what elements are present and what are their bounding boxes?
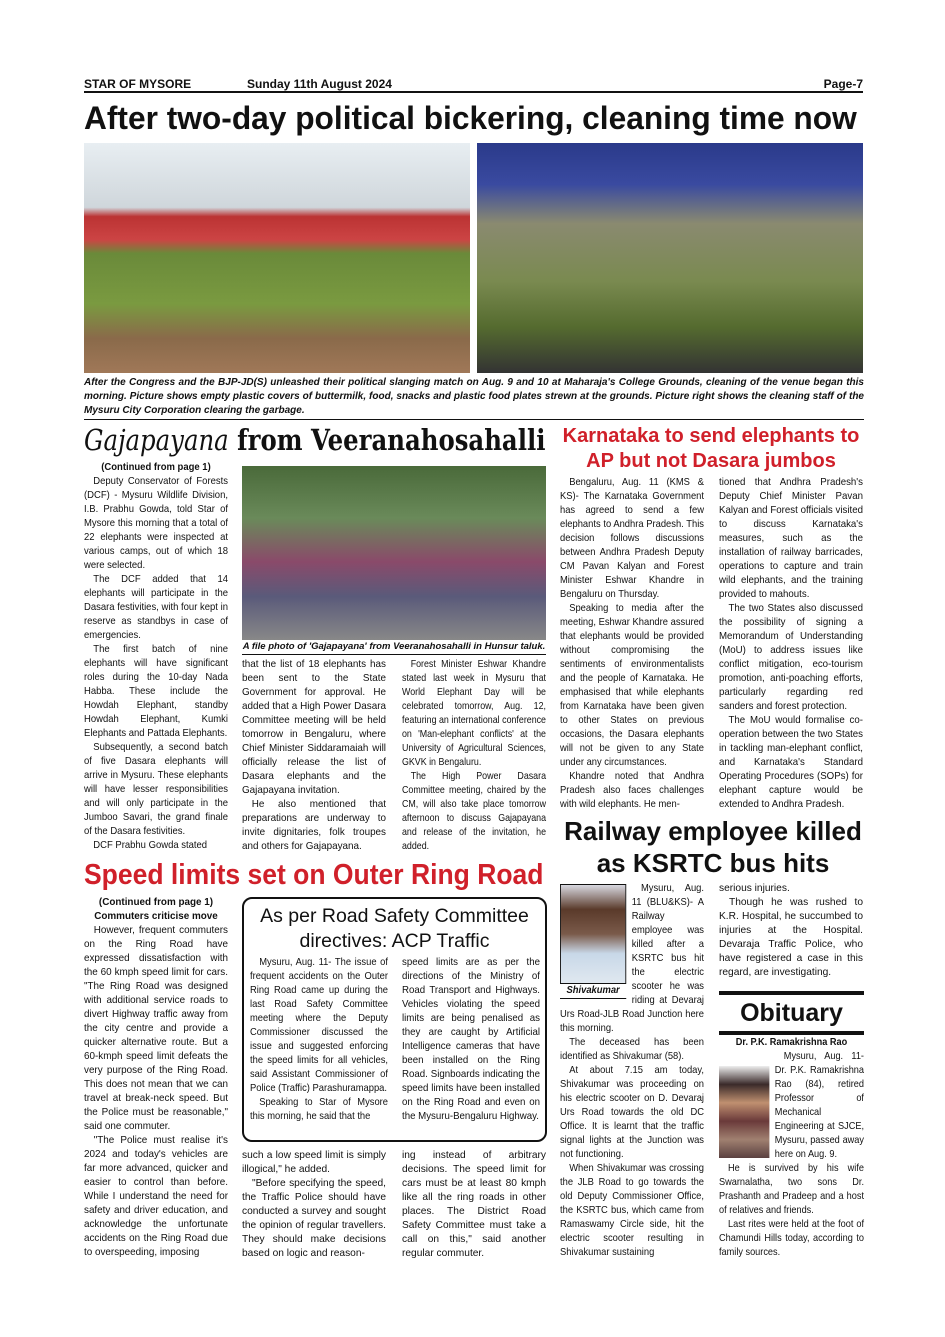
- issue-date: Sunday 11th August 2024: [247, 77, 392, 91]
- acp-box-title: As per Road Safety Committee directives: ACP Traffic: [260, 905, 529, 952]
- acp-col-1: [250, 956, 388, 1124]
- shivakumar-photo-caption: Shivakumar: [560, 984, 626, 999]
- paragraph: Mysuru, Aug. 11- Dr. P.K. Ramakrishna Rao (84), retired Professor of Mechanical Engineering at SJCE, Mysuru, passed away here on Aug. 9.: [774, 1051, 864, 1160]
- paragraphs: [402, 658, 546, 854]
- paragraphs: [84, 475, 228, 853]
- lead-caption: After the Congress and the BJP-JD(S) unleashed their political slanging match on Aug. 9 and 10 at Maharaja's College Grounds, cleaning of the venue began this morning. Picture shows empty plastic covers of buttermilk, food, snacks and plastic food plates strewn at the grounds. Picture right shows the cleaning staff of the Mysuru City Corporation clearing the garbage.: [84, 376, 864, 420]
- paragraphs: [250, 956, 388, 1124]
- lead-headline: After two-day political bickering, cleaning time now: [84, 100, 857, 136]
- obituary-photo: [719, 1066, 769, 1158]
- paragraph: He also mentioned that preparations are underway to invite dignitaries, folk troupes and others for Gajapayana.: [242, 799, 386, 852]
- karnataka-headline: Karnataka to send elephants to AP but not Dasara jumbos: [562, 425, 860, 472]
- paragraph: Forest Minister Eshwar Khandre stated last week in Mysuru that World Elephant Day will be celebrated tomorrow, Aug. 12, featuring an international conference on 'Man-elephant conflicts' at the University of Agricultural Sciences, GKVK in Bengaluru.: [402, 659, 546, 768]
- paragraph: Speaking to media after the meeting, Eshwar Khandre assured that elephants would be provided without compromising the sentiments of environmentalists and the people of Karnataka. He emphasised that while elephants from Karnataka have been given to other States on previous occasions, the Dasara elephants will not be given to any State under any circumstances.: [560, 603, 704, 768]
- paragraphs: [402, 956, 540, 1124]
- acp-col-2: [402, 956, 540, 1124]
- page-number: Page-7: [823, 77, 863, 91]
- paragraph: At about 7.15 am today, Shivakumar was proceeding on his electric scooter on D. Devaraj Urs Road towards the old DC Office. It is learnt that the traffic signal lights at the Junction was not functioning.: [560, 1065, 704, 1160]
- continued-note: (Continued from page 1): [98, 897, 214, 908]
- continued-note: (Continued from page 1): [101, 462, 211, 473]
- paragraph: Speaking to Star of Mysore this morning, he said that the: [250, 1097, 388, 1122]
- railway-headline: Railway employee killed as KSRTC bus hits: [564, 816, 862, 878]
- paragraphs: [719, 882, 863, 980]
- gajapayana-col-1: [84, 461, 228, 853]
- paragraphs: [84, 924, 228, 1260]
- paragraph: tioned that Andhra Pradesh's Deputy Chief Minister Pavan Kalyan and Forest officials visited to discuss Karnataka's measures, such as the installation of railway barricades, operations to capture and train wild elephants, and the training provided to mahouts.: [719, 477, 863, 600]
- speed-col-2: [242, 1149, 386, 1261]
- gajapayana-col-2: [242, 658, 386, 854]
- paragraph: serious injuries.: [719, 883, 790, 894]
- paper-name: STAR OF MYSORE: [84, 77, 192, 91]
- paragraph: ing instead of arbitrary decisions. The speed limit for cars must be at least 80 kmph like all the ring roads in other places. The District Road Safety Committee must take a call on this," said another regular commuter.: [402, 1150, 546, 1259]
- paragraph: Khandre noted that Andhra Pradesh also faces challenges with wild elephants. He men-: [560, 771, 704, 810]
- railway-col-1: [560, 882, 704, 1260]
- paragraph: speed limits are as per the directions of the Ministry of Road Transport and Highways. Vehicles violating the speed limits are being penalised as they are caught by Artificial Intelligence cameras that have been installed on the Ring Road. Signboards indicating the speed limits have been installed on the Ring Road and even on the Mysuru-Bengaluru Highway.: [402, 957, 540, 1122]
- paragraph: that the list of 18 elephants has been sent to the State Government for approval. He added that a High Power Dasara Committee meeting will be held tomorrow in Bengaluru, where Chief Minister Siddaramaiah will officially release the list of Dasara elephants and the Gajapayana invitation.: [242, 659, 386, 796]
- paragraph: When Shivakumar was crossing the JLB Road to go towards the old Deputy Commissioner Office, the KSRTC bus, which came from Ramaswamy Circle side, hit the electric scooter resulting in Shivakumar sustaining: [560, 1163, 704, 1258]
- obituary-body: [719, 1036, 864, 1260]
- paragraph: However, frequent commuters on the Ring Road have expressed dissatisfaction with the 60 kmph speed limit for cars. "The Ring Road was designed with additional service roads to divert Highway traffic away from the city centre and provide a quicker alternative route. But a 60-kmph speed limit defeats the very purpose of the Ring Road. This does not mean that we can travel at break-neck speed. But the Police must be reasonable," said one commuter.: [84, 925, 228, 1132]
- paragraph: He is survived by his wife Swarnalatha, two sons Dr. Prashanth and Pradeep and a host of relatives and friends.: [719, 1163, 864, 1216]
- shivakumar-photo: [560, 884, 626, 984]
- paragraph: Though he was rushed to K.R. Hospital, he succumbed to injuries at the Hospital. Devaraja Traffic Police, who have registered a case in this regard, are investigating.: [719, 897, 863, 978]
- paragraph: such a low speed limit is simply illogical," he added.: [242, 1150, 386, 1175]
- obituary-title: Obituary: [719, 991, 864, 1035]
- paragraph: Bengaluru, Aug. 11 (KMS & KS)- The Karnataka Government has agreed to send a few elephants to Andhra Pradesh. This decision follows discussions between Andhra Pradesh Deputy CM Pavan Kalyan and Forest Minister Eshwar Khandre in Bengaluru on Thursday.: [560, 477, 704, 600]
- headline-bold-part: from Veeranahosahalli: [228, 423, 546, 457]
- gajapayana-photo-caption: A file photo of 'Gajapayana' from Veeranahosahalli in Hunsur taluk.: [242, 640, 546, 655]
- paragraph: The High Power Dasara Committee meeting, chaired by the CM, will also take place tomorrow afternoon to discuss Gajapayana and release of the invitation, he added.: [402, 771, 546, 852]
- paragraph: Last rites were held at the foot of Chamundi Hills today, according to family sources.: [719, 1219, 864, 1258]
- paragraphs: [402, 1149, 546, 1261]
- paragraph: The MoU would formalise co-operation between the two States in tackling man-elephant conflict, and Karnataka's Standard Operating Procedures (SOPs) for elephant capture would be extended to Andhra Pradesh.: [719, 715, 863, 810]
- karnataka-col-2: [719, 476, 863, 812]
- paragraph: Mysuru, Aug. 11- The issue of frequent accidents on the Outer Ring Road came up during the last Road Safety Committee meeting where the Deputy Commissioner discussed the issue and suggested enforcing the speed limits for all vehicles, said Assistant Commissioner of Police (Traffic) Parashuramappa.: [250, 957, 388, 1094]
- paragraphs: [560, 476, 704, 812]
- speed-subhead: Commuters criticise move: [94, 911, 218, 922]
- paragraph: Deputy Conservator of Forests (DCF) - Mysuru Wildlife Division, I.B. Prabhu Gowda, told Star of Mysore this morning that a total of 22 elephants were inspected at various camps, out of which 18 were selected.: [84, 476, 228, 571]
- gajapayana-photo: [242, 466, 546, 640]
- masthead: [84, 77, 863, 93]
- paragraphs: [242, 658, 386, 854]
- obituary-name: Dr. P.K. Ramakrishna Rao: [735, 1037, 848, 1048]
- paragraph: DCF Prabhu Gowda stated: [93, 840, 208, 851]
- speed-col-3: [402, 1149, 546, 1261]
- acp-box: [242, 897, 547, 1142]
- paragraph: "The Police must realise it's 2024 and today's vehicles are far more advanced, quicker and easier to control than before. While I understand the need for safety and driver education, and acknowledge the unfortunate accidents on the Ring Road due to overspeeding, imposing: [84, 1135, 228, 1258]
- paragraph: The deceased has been identified as Shivakumar (58).: [560, 1037, 704, 1062]
- railway-col-2: [719, 882, 863, 980]
- paragraph: "Before specifying the speed, the Traffic Police should have conducted a survey and sought the opinion of regular travellers. They should make decisions based on logic and reason-: [242, 1178, 386, 1259]
- shivakumar-photo-block: [560, 884, 626, 999]
- paragraph: Mysuru, Aug. 11 (BLU&KS)- A Railway employee was killed after a KSRTC bus hit the electric scooter he was riding at Devaraj Urs Road-JLB Road Junction here this morning.: [560, 883, 704, 1034]
- gajapayana-col-3: [402, 658, 546, 854]
- paragraphs: [242, 1149, 386, 1261]
- speed-headline: Speed limits set on Outer Ring Road: [84, 859, 544, 891]
- lead-photo-grounds: [84, 143, 470, 373]
- gajapayana-headline: [84, 422, 546, 458]
- paragraph: The DCF added that 14 elephants will participate in the Dasara festivities, with four kept in reserve as standbys in case of emergencies.: [84, 574, 228, 641]
- karnataka-col-1: [560, 476, 704, 812]
- paragraph: The two States also discussed the possibility of signing a Memorandum of Understanding (MoU) to address issues like conflict mitigation, eco-tourism promotion, anti-poaching efforts, particularly regarding red sanders and forest protection.: [719, 603, 863, 712]
- paragraph: The first batch of nine elephants will have significant roles during the 10-day Nada Habba. These include the Howdah Elephant, standby Howdah Elephant, Kumki Elephants and Pattada Elephants.: [84, 644, 228, 739]
- paragraphs: [719, 476, 863, 812]
- paragraph: Subsequently, a second batch of five Dasara elephants will arrive in Mysuru. These elephants will have lesser responsibilities and will only participate in the Jumboo Savari, the grand finale of the Dasara festivities.: [84, 742, 228, 837]
- lead-photo-cleaning: [477, 143, 863, 373]
- speed-col-1: [84, 896, 228, 1260]
- headline-italic-part: Gajapayana: [84, 423, 229, 457]
